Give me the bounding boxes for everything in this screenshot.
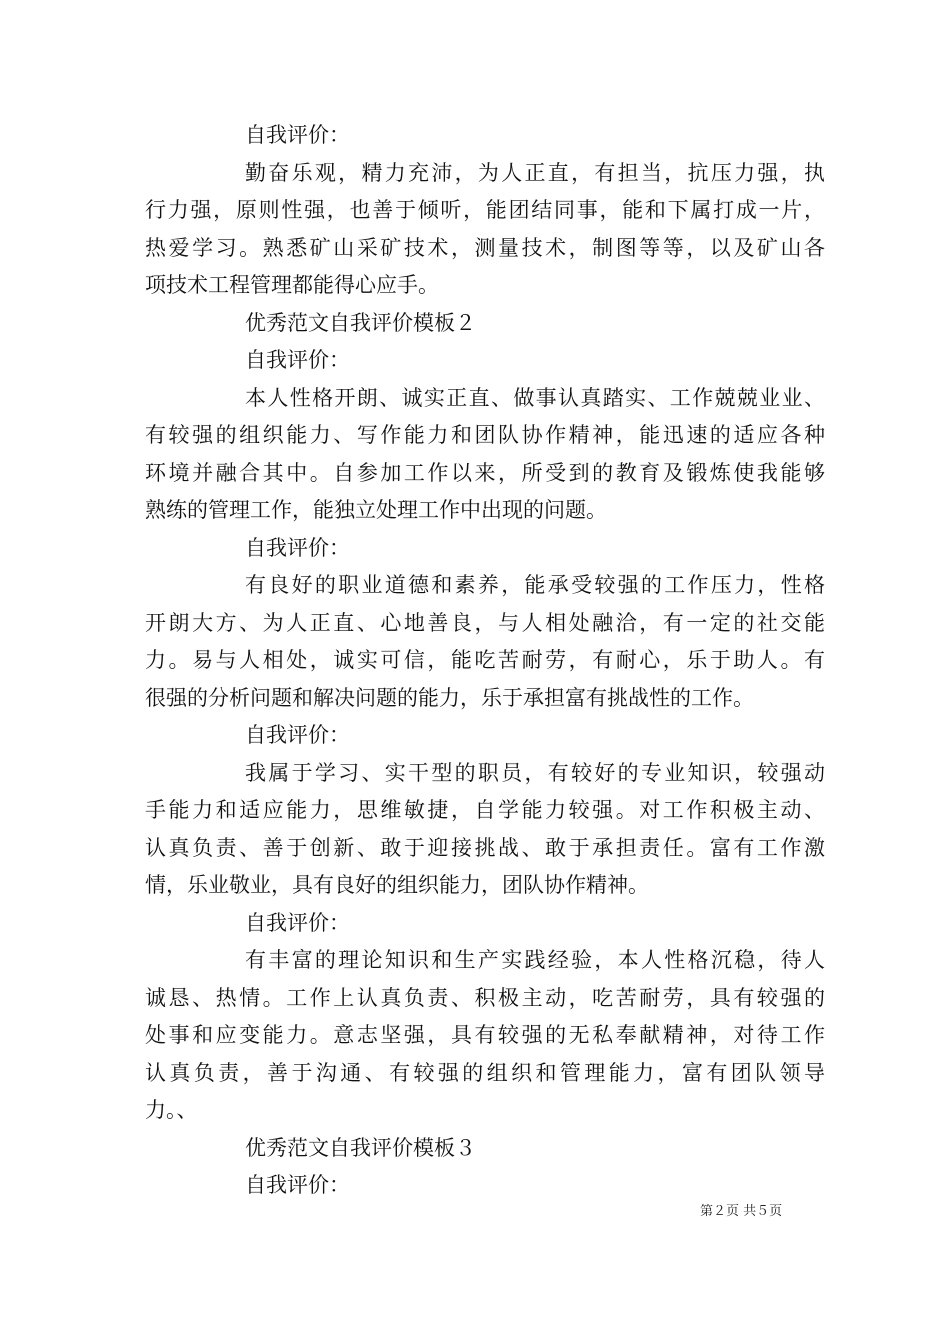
section-heading: 优秀范文自我评价模板２ xyxy=(245,310,476,335)
paragraph-line: 手能力和适应能力，思维敏捷，自学能力较强。对工作积极主动、 xyxy=(145,798,825,822)
paragraph-line: 认真负责，善于沟通、有较强的组织和管理能力，富有团队领导 xyxy=(145,1060,825,1085)
paragraph-line: 我属于学习、实干型的职员，有较好的专业知识，较强动 xyxy=(245,760,825,785)
section-label: 自我评价： xyxy=(245,910,350,935)
paragraph-line: 开朗大方、为人正直、心地善良，与人相处融洽，有一定的社交能 xyxy=(145,610,825,635)
page-number-footer: 第２页 共５页 xyxy=(700,1204,783,1219)
paragraph-line: 力。易与人相处，诚实可信，能吃苦耐劳，有耐心，乐于助人。有 xyxy=(145,648,825,672)
paragraph-line: 情，乐业敬业，具有良好的组织能力，团队协作精神。 xyxy=(145,873,649,897)
paragraph-line: 力。、 xyxy=(145,1098,198,1122)
paragraph-line: 环境并融合其中。自参加工作以来，所受到的教育及锻炼使我能够 xyxy=(145,460,825,485)
section-heading: 优秀范文自我评价模板３ xyxy=(245,1135,476,1160)
document-body xyxy=(145,117,825,1205)
paragraph-line: 本人性格开朗、诚实正直、做事认真踏实、工作兢兢业业、 xyxy=(245,385,825,410)
paragraph-line: 有较强的组织能力、写作能力和团队协作精神，能迅速的适应各种 xyxy=(145,423,825,447)
paragraph-line: 熟练的管理工作，能独立处理工作中出现的问题。 xyxy=(145,498,607,522)
section-label: 自我评价： xyxy=(245,535,350,560)
section-label: 自我评价： xyxy=(245,1173,350,1197)
paragraph-line: 认真负责、善于创新、敢于迎接挑战、敢于承担责任。富有工作激 xyxy=(145,835,825,860)
paragraph-line: 行力强，原则性强，也善于倾听，能团结同事，能和下属打成一片， xyxy=(145,198,825,222)
section-label: 自我评价： xyxy=(245,723,350,747)
paragraph-line: 有丰富的理论知识和生产实践经验，本人性格沉稳，待人 xyxy=(245,948,825,972)
section-label: 自我评价： xyxy=(245,123,350,147)
paragraph-line: 有良好的职业道德和素养，能承受较强的工作压力，性格 xyxy=(245,573,825,597)
paragraph-line: 热爱学习。熟悉矿山采矿技术，测量技术，制图等等，以及矿山各 xyxy=(145,235,825,260)
paragraph-line: 勤奋乐观，精力充沛，为人正直，有担当，抗压力强，执 xyxy=(245,160,825,185)
paragraph-line: 项技术工程管理都能得心应手。 xyxy=(145,273,439,297)
paragraph-line: 处事和应变能力。意志坚强，具有较强的无私奉献精神，对待工作 xyxy=(145,1023,825,1047)
section-label: 自我评价： xyxy=(245,348,350,372)
paragraph-line: 诚恳、热情。工作上认真负责、积极主动，吃苦耐劳，具有较强的 xyxy=(145,985,825,1010)
paragraph-line: 很强的分析问题和解决问题的能力，乐于承担富有挑战性的工作。 xyxy=(145,685,754,710)
